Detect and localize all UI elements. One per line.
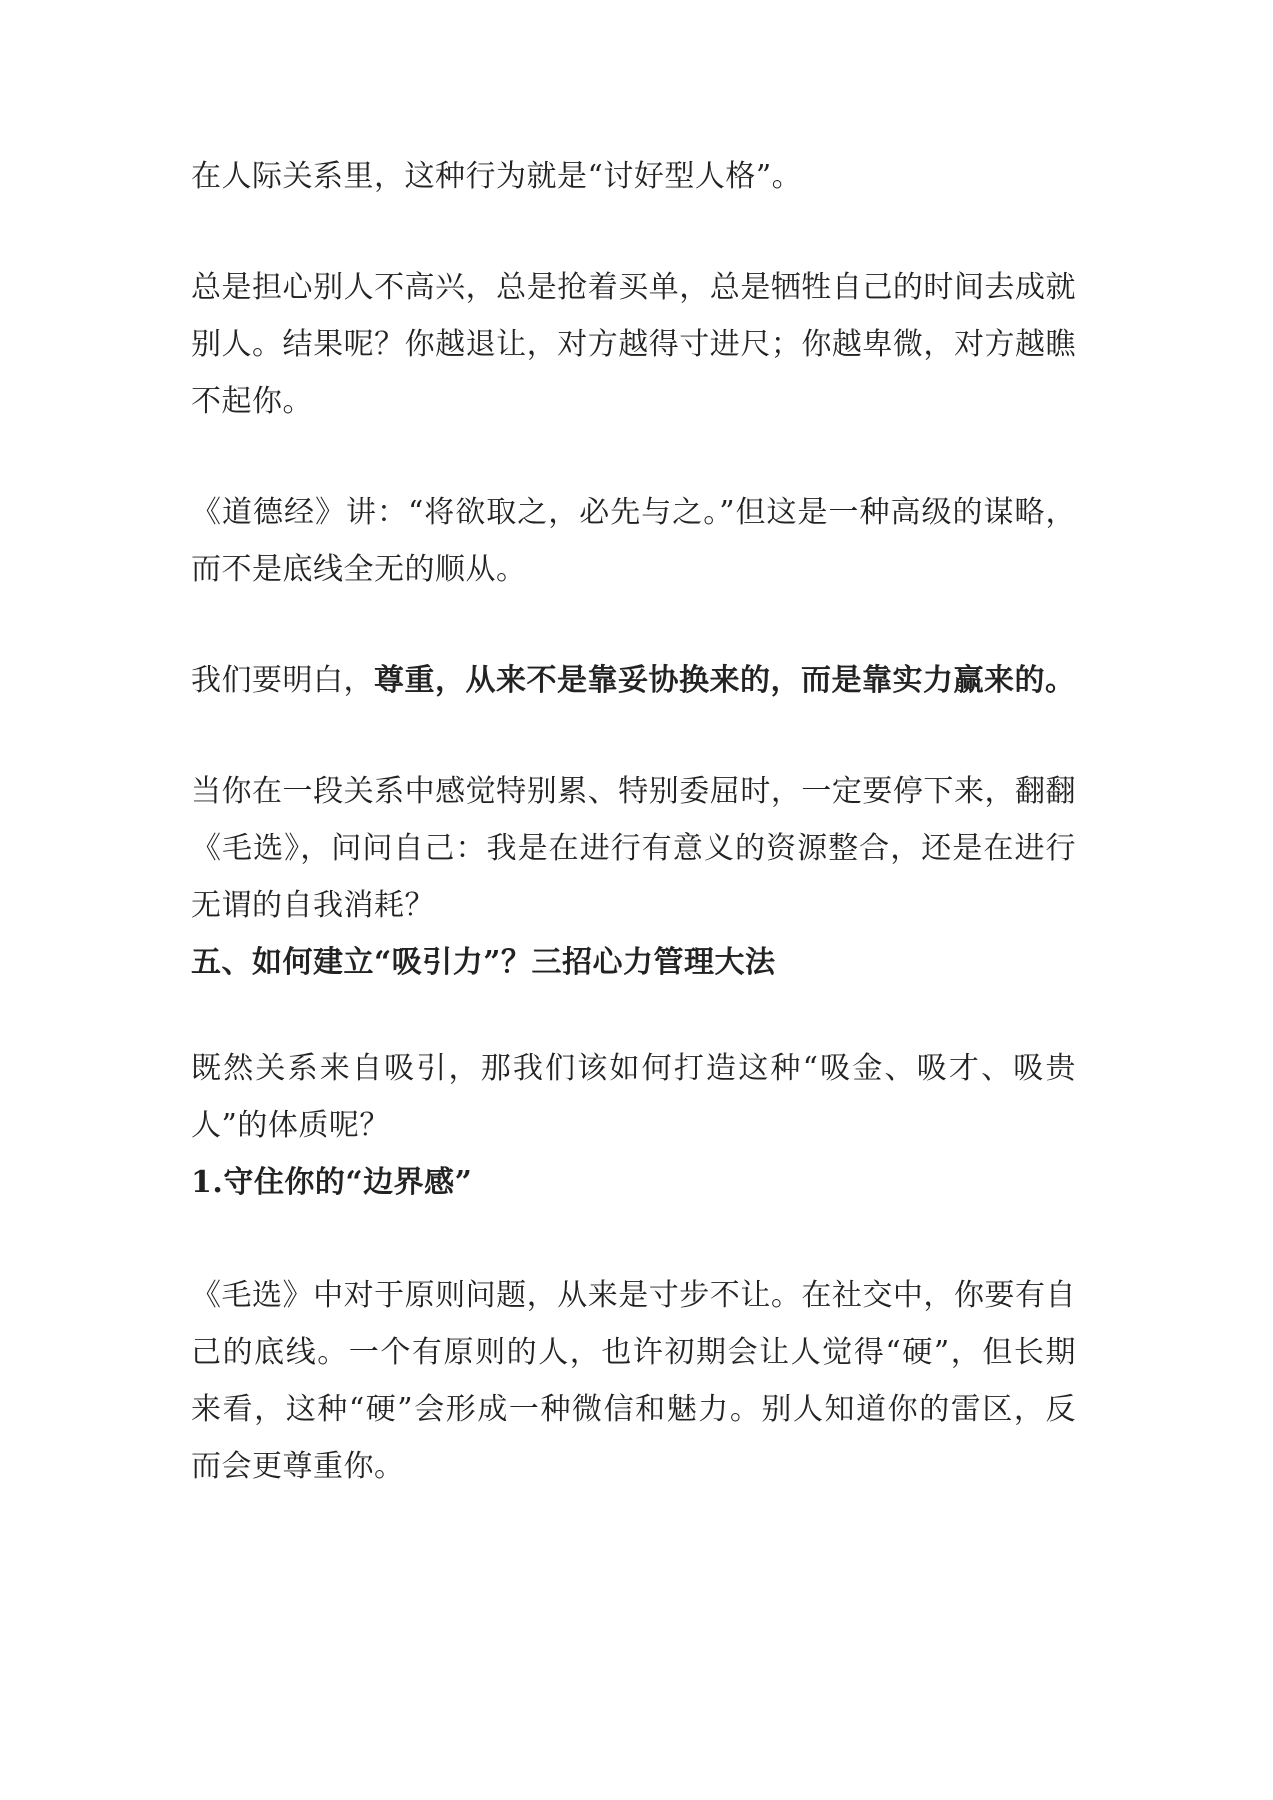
subsection-heading-boundary: 1.守住你的“边界感” [191, 1165, 473, 1200]
paragraph-always-worried: 总是担心别人不高兴，总是抢着买单，总是牺牲自己的时间去成就别人。结果呢？你越退让，对方越得寸进尺；你越卑微，对方越瞧不起你。 [191, 270, 1076, 419]
paragraph-boundary: 《毛选》中对于原则问题，从来是寸步不让。在社交中，你要有自己的底线。一个有原则的人，也许初期会让人觉得“硬”，但长期来看，这种“硬”会形成一种微信和魅力。别人知道你的雷区，反而会更尊重你。 [191, 1278, 1076, 1484]
paragraph-people-pleasing: 在人际关系里，这种行为就是“讨好型人格”。 [191, 159, 803, 194]
paragraph-attraction-intro: 既然关系来自吸引，那我们该如何打造这种“吸金、吸才、吸贵人”的体质呢？ [191, 1051, 1076, 1143]
respect-prefix: 我们要明白， [191, 663, 374, 698]
paragraph-self-check: 当你在一段关系中感觉特别累、特别委屈时，一定要停下来，翻翻《毛选》，问问自己：我是在进行有意义的资源整合，还是在进行无谓的自我消耗？ [191, 774, 1076, 923]
paragraph-daodejing-quote: 《道德经》讲：“将欲取之，必先与之。”但这是一种高级的谋略，而不是底线全无的顺从。 [191, 495, 1076, 587]
respect-emphasis: 尊重，从来不是靠妥协换来的，而是靠实力赢来的。 [374, 663, 1076, 698]
article-body [191, 148, 1076, 1495]
section-heading-attraction: 五、如何建立“吸引力”？三招心力管理大法 [191, 945, 776, 980]
paragraph-respect [191, 652, 1076, 709]
